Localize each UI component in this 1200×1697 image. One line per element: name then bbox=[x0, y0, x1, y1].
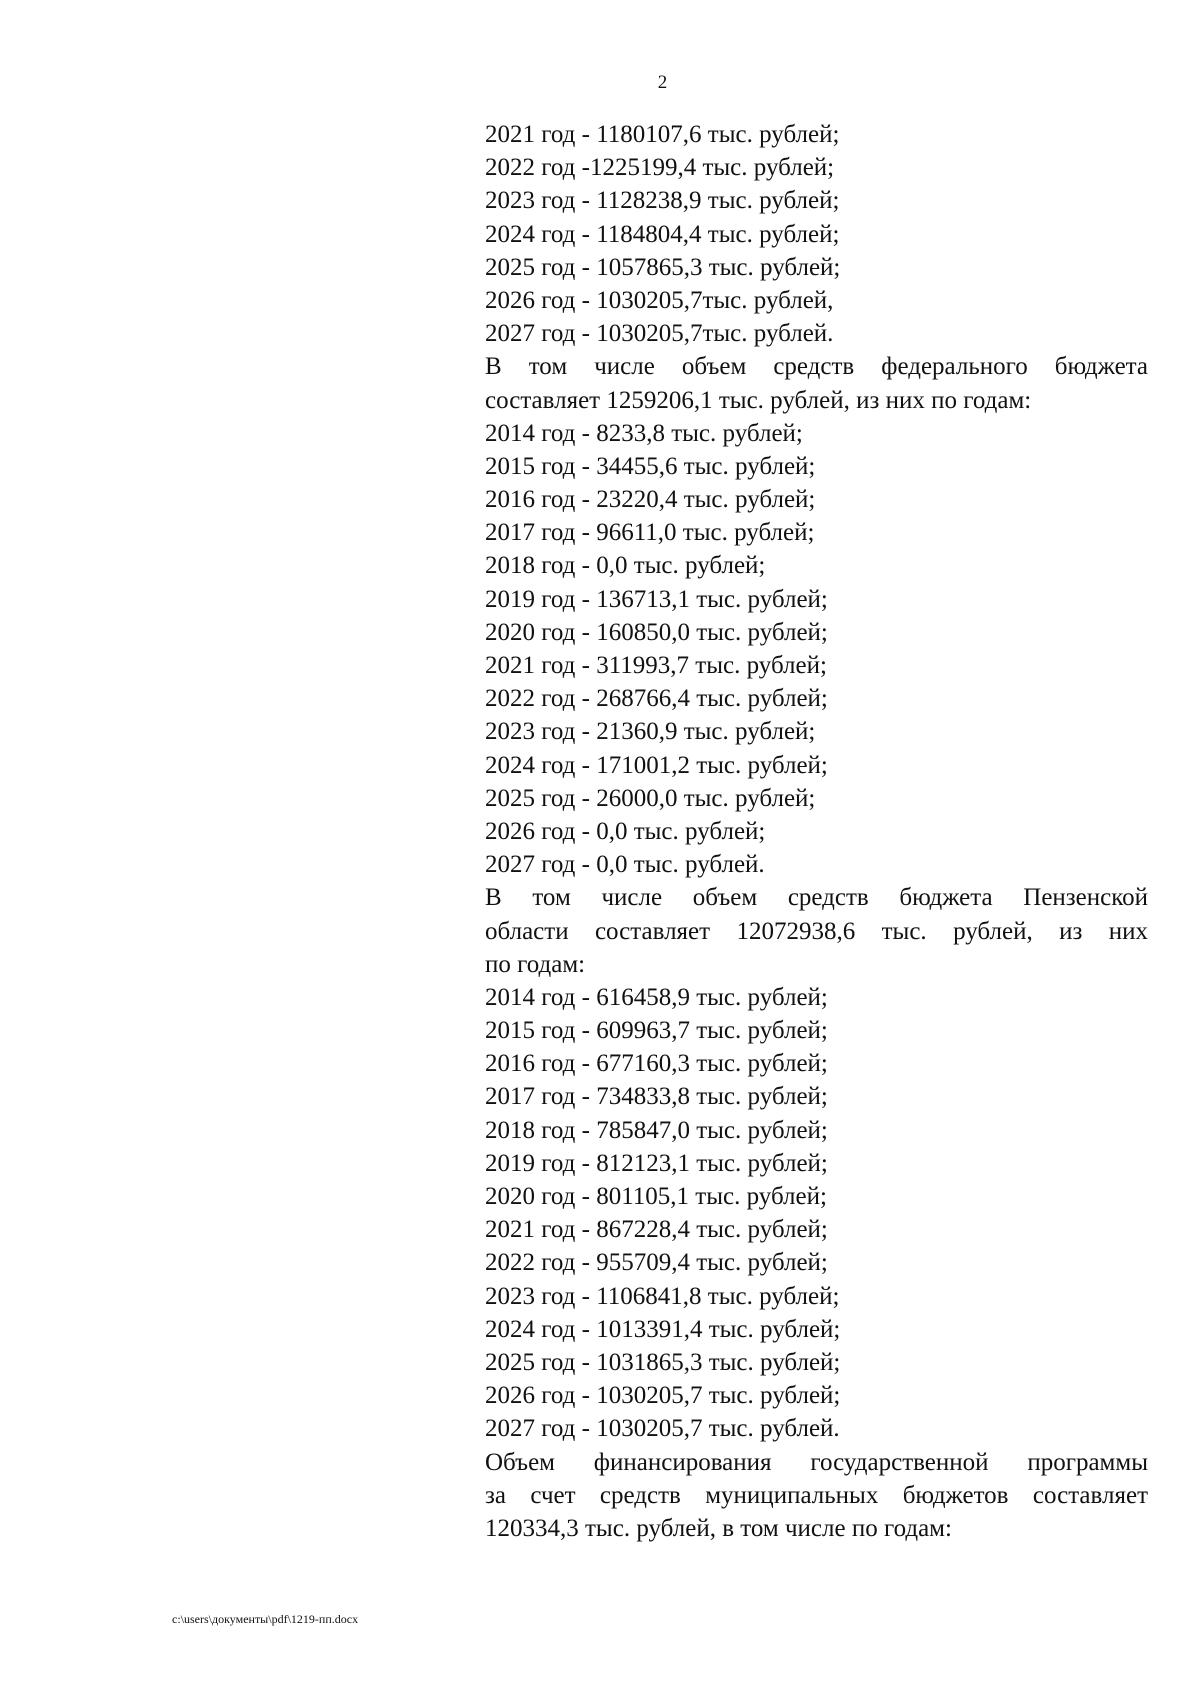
list-item: 2017 год - 734833,8 тыс. рублей; bbox=[485, 1083, 828, 1111]
list-item: 2025 год - 1057865,3 тыс. рублей; bbox=[485, 253, 841, 281]
regional-budget-list bbox=[485, 981, 1148, 1446]
list-item: 2016 год - 23220,4 тыс. рублей; bbox=[485, 486, 816, 514]
list-item: 2019 год - 136713,1 тыс. рублей; bbox=[485, 585, 828, 613]
list-item: 2015 год - 609963,7 тыс. рублей; bbox=[485, 1017, 828, 1045]
list-item: 2024 год - 1184804,4 тыс. рублей; bbox=[485, 220, 840, 248]
list-item: 2019 год - 812123,1 тыс. рублей; bbox=[485, 1149, 828, 1177]
block1-list bbox=[485, 118, 1148, 350]
page-number: 2 bbox=[657, 72, 668, 93]
municipal-budget-paragraph bbox=[485, 1446, 1148, 1546]
list-item: 2016 год - 677160,3 тыс. рублей; bbox=[485, 1050, 828, 1078]
paragraph-line: В том числе объем средств федерального бюджета bbox=[485, 353, 1148, 381]
list-item: 2021 год - 1180107,6 тыс. рублей; bbox=[485, 121, 840, 148]
list-item: 2021 год - 311993,7 тыс. рублей; bbox=[485, 652, 827, 679]
list-item: 2027 год - 0,0 тыс. рублей. bbox=[485, 851, 765, 879]
paragraph-line: 120334,3 тыс. рублей, в том числе по годам: bbox=[485, 1514, 952, 1542]
list-item: 2014 год - 8233,8 тыс. рублей; bbox=[485, 419, 803, 447]
list-item: 2022 год - 268766,4 тыс. рублей; bbox=[485, 685, 828, 713]
paragraph-line: области составляет 12072938,6 тыс. рублей, из них bbox=[485, 917, 1148, 945]
list-item: 2018 год - 0,0 тыс. рублей; bbox=[485, 552, 766, 580]
document-body bbox=[485, 118, 1148, 1545]
regional-budget-paragraph bbox=[485, 881, 1148, 981]
list-item: 2017 год - 96611,0 тыс. рублей; bbox=[485, 519, 815, 547]
list-item: 2027 год - 1030205,7тыс. рублей. bbox=[485, 320, 834, 348]
list-item: 2018 год - 785847,0 тыс. рублей; bbox=[485, 1116, 828, 1144]
list-item: 2024 год - 1013391,4 тыс. рублей; bbox=[485, 1315, 841, 1343]
list-item: 2026 год - 1030205,7 тыс. рублей; bbox=[485, 1382, 841, 1410]
paragraph-line: по годам: bbox=[485, 950, 586, 978]
paragraph-line: Объем финансирования государственной программы bbox=[485, 1448, 1148, 1476]
list-item: 2014 год - 616458,9 тыс. рублей; bbox=[485, 983, 828, 1011]
list-item: 2021 год - 867228,4 тыс. рублей; bbox=[485, 1216, 828, 1244]
list-item: 2020 год - 160850,0 тыс. рублей; bbox=[485, 618, 828, 646]
list-item: 2027 год - 1030205,7 тыс. рублей. bbox=[485, 1415, 840, 1443]
list-item: 2025 год - 26000,0 тыс. рублей; bbox=[485, 784, 816, 812]
list-item: 2023 год - 1106841,8 тыс. рублей; bbox=[485, 1282, 840, 1310]
list-item: 2026 год - 0,0 тыс. рублей; bbox=[485, 817, 766, 845]
federal-budget-paragraph bbox=[485, 350, 1148, 416]
paragraph-line: В том числе объем средств бюджета Пензенской bbox=[485, 884, 1148, 912]
list-item: 2025 год - 1031865,3 тыс. рублей; bbox=[485, 1348, 841, 1376]
paragraph-line: составляет 1259206,1 тыс. рублей, из них по годам: bbox=[485, 386, 1032, 414]
list-item: 2022 год - 955709,4 тыс. рублей; bbox=[485, 1249, 828, 1277]
footer-file-path: c:\users\документы\pdf\1219-пп.docx bbox=[172, 1612, 359, 1626]
list-item: 2022 год -1225199,4 тыс. рублей; bbox=[485, 154, 835, 182]
list-item: 2024 год - 171001,2 тыс. рублей; bbox=[485, 751, 828, 779]
list-item: 2015 год - 34455,6 тыс. рублей; bbox=[485, 452, 816, 480]
list-item: 2026 год - 1030205,7тыс. рублей, bbox=[485, 286, 834, 314]
paragraph-line: за счет средств муниципальных бюджетов составляет bbox=[485, 1481, 1148, 1509]
list-item: 2020 год - 801105,1 тыс. рублей; bbox=[485, 1183, 827, 1210]
federal-budget-list bbox=[485, 417, 1148, 882]
list-item: 2023 год - 21360,9 тыс. рублей; bbox=[485, 718, 816, 746]
list-item: 2023 год - 1128238,9 тыс. рублей; bbox=[485, 187, 840, 215]
